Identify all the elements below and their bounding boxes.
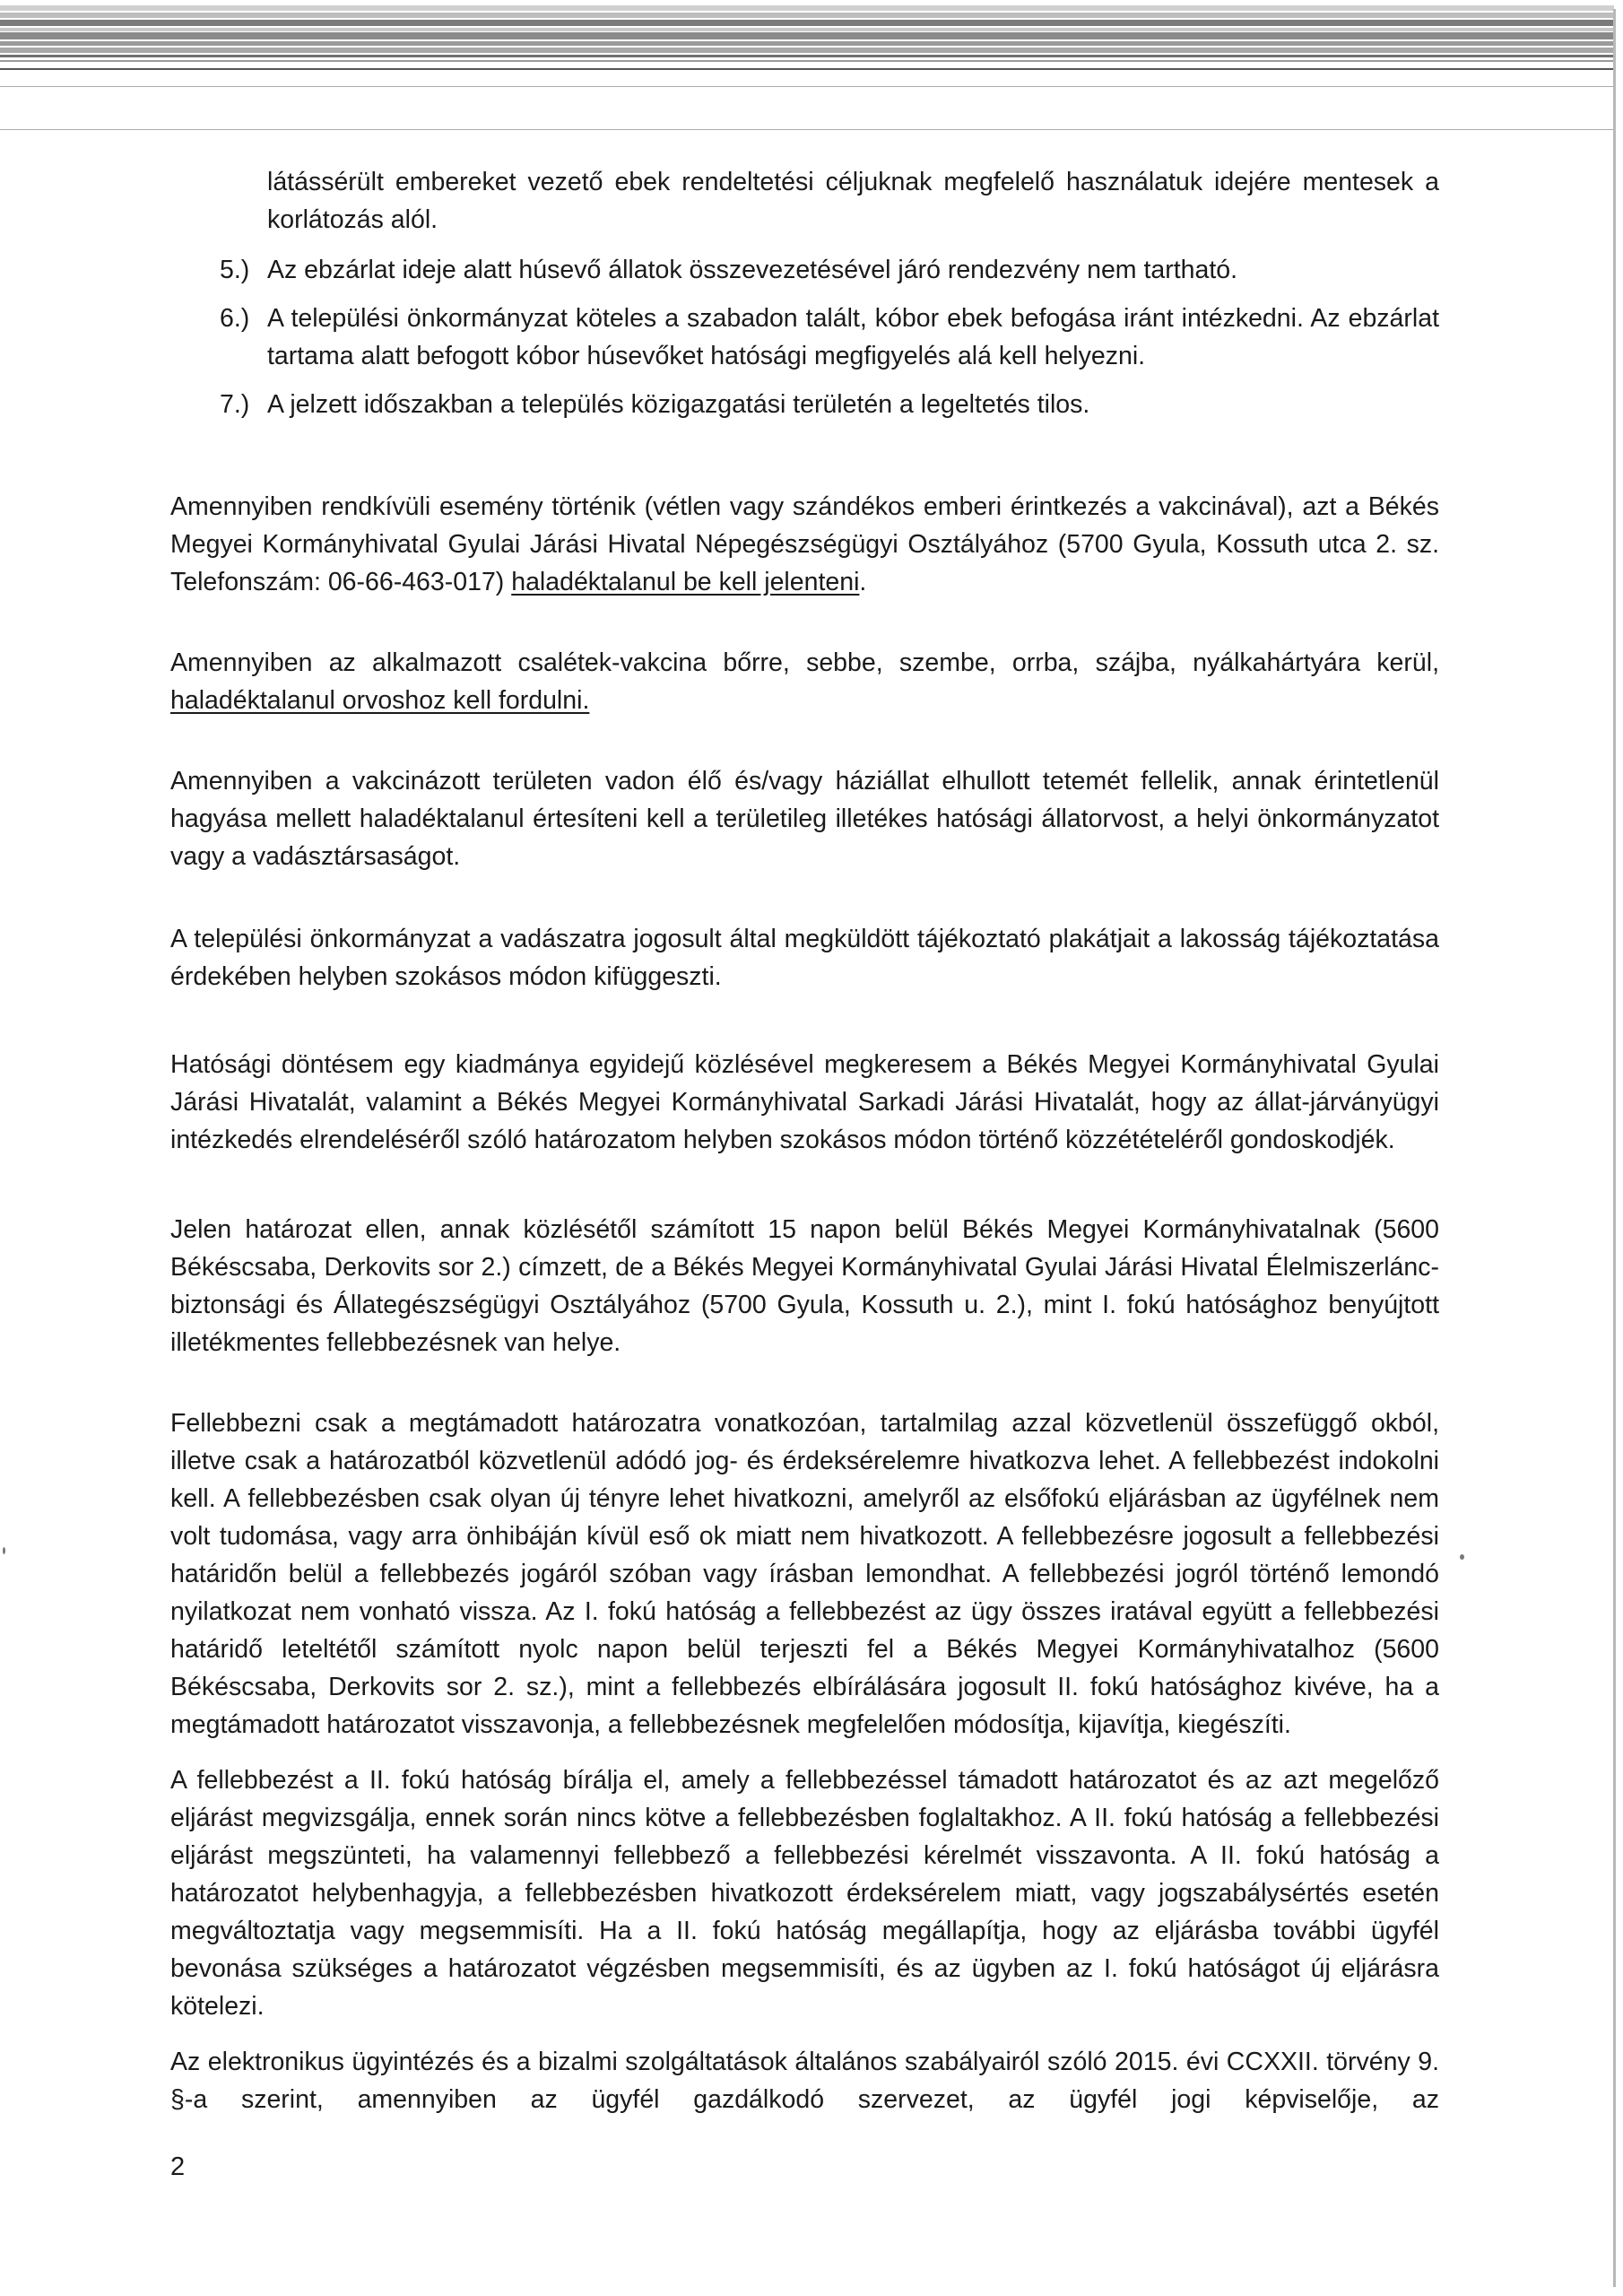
scan-speck bbox=[1460, 1554, 1464, 1560]
scan-header-noise bbox=[0, 0, 1614, 135]
paragraph-exposure bbox=[170, 644, 1439, 719]
paragraph-publication-request: Hatósági döntésem egy kiadmánya egyidejű közlésével megkeresem a Békés Megyei Kormányhivatal Gyulai Járási Hivatalát, valamint a Békés Megyei Kormányhivatal Sarkadi Járási Hivatalát, hogy az állat-járványügyi intézkedés elrendeléséről szóló határozatom helyben szokásos módon történő közzétételéről gondoskodjék. bbox=[170, 1050, 1439, 1154]
paragraph-appeal-conditions: Fellebbezni csak a megtámadott határozatra vonatkozóan, tartalmilag azzal közvetlenül összefüggő okból, illetve csak a határozatból közvetlenül adódó jog- és érdeksérelemre hivatkozva lehet. A fellebbezést indokolni kell. A fellebbezésben csak olyan új tényre lehet hivatkozni, amelyről az elsőfokú eljárásban az ügyfélnek nem volt tudomása, vagy arra önhibáján kívül eső ok miatt nem hivatkozott. A fellebbezésre jogosult a fellebbezési határidőn belül a fellebbezés jogáról szóban vagy írásban lemondhat. A fellebbezési jogról történő lemondó nyilatkozat nem vonható vissza. Az I. fokú hatóság a fellebbezést az ügy összes iratával együtt a fellebbezési határidő leteltétől számított nyolc napon belül terjeszti fel a Békés Megyei Kormányhivatalhoz (5600 Békéscsaba, Derkovits sor 2. sz.), mint a fellebbezés elbírálására jogosult II. fokú hatósághoz kivéve, ha a megtámadott határozatot visszavonja, a fellebbezésnek megfelelően módosítja, kijavítja, kiegészíti. bbox=[170, 1409, 1439, 1739]
paragraph-appeal-right: Jelen határozat ellen, annak közlésétől számított 15 napon belül Békés Megyei Kormányhivatalnak (5600 Békéscsaba, Derkovits sor 2.) címzett, de a Békés Megyei Kormányhivatal Gyulai Járási Hivatal Élelmiszerlánc-biztonsági és Állategészségügyi Osztályához (5700 Gyula, Kossuth u. 2.), mint I. fokú hatósághoz benyújtott illetékmentes fellebbezésnek van helye. bbox=[170, 1215, 1439, 1357]
document-page bbox=[170, 163, 1439, 2118]
list-item-7 bbox=[170, 386, 1439, 423]
list-item-text: látássérült embereket vezető ebek rendeltetési céljuknak megfelelő használatuk idejére mentesek a korlátozás alól. bbox=[267, 168, 1439, 234]
paragraph-carcass: Amennyiben a vakcinázott területen vadon élő és/vagy háziállat elhullott tetemét fellelik, annak érintetlenül hagyása mellett haladéktalanul értesíteni kell a területileg illetékes hatósági állatorvost, a helyi önkormányzatot vagy a vadásztársaságot. bbox=[170, 767, 1439, 871]
list-item-text: A települési önkormányzat köteles a szabadon talált, kóbor ebek befogása iránt intézkedni. Az ebzárlat tartama alatt befogott kóbor húsevőket hatósági megfigyelés alá kell helyezni. bbox=[267, 304, 1439, 370]
paragraph-posters: A települési önkormányzat a vadászatra jogosult által megküldött tájékoztató plakátjait a lakosság tájékoztatása érdekében helyben szokásos módon kifüggeszti. bbox=[170, 925, 1439, 991]
underlined-emphasis: haladéktalanul orvoshoz kell fordulni. bbox=[170, 686, 590, 715]
paragraph-electronic-admin: Az elektronikus ügyintézés és a bizalmi szolgáltatások általános szabályairól szóló 2015. évi CCXXII. törvény 9. §-a szerint, amennyiben az ügyfél gazdálkodó szervezet, az ügyfél jogi képviselője, az bbox=[170, 2048, 1439, 2114]
list-item-continuation bbox=[170, 163, 1439, 239]
paragraph-text: Amennyiben rendkívüli esemény történik (vétlen vagy szándékos emberi érintkezés a vakcinával), azt a Békés Megyei Kormányhivatal Gyulai Járási Hivatal Népegészségügyi Osztályához (5700 Gyula, Kossuth utca 2. sz. Telefonszám: 06-66-463-017) bbox=[170, 492, 1439, 596]
paragraph-appeal-review: A fellebbezést a II. fokú hatóság bírálja el, amely a fellebbezéssel támadott határozatot és az azt megelőző eljárást megvizsgálja, ennek során nincs kötve a fellebbezésben foglaltakhoz. A II. fokú hatóság a fellebbezési eljárást megszünteti, ha valamennyi fellebbező a fellebbezési kérelmét visszavonta. A II. fokú hatóság a határozatot helybenhagyja, a fellebbezésben hivatkozott érdeksérelem miatt, vagy jogszabálysértés esetén megváltoztatja vagy megsemmisíti. Ha a II. fokú hatóság megállapítja, hogy az eljárásba további ügyfél bevonása szükséges a határozatot végzésben megsemmisíti, és az ügyben az I. fokú hatóságot új eljárásra kötelezi. bbox=[170, 1766, 1439, 2021]
list-item-text: Az ebzárlat ideje alatt húsevő állatok összevezetésével járó rendezvény nem tartható. bbox=[267, 256, 1238, 284]
list-item-5 bbox=[170, 251, 1439, 289]
paragraph-text: Amennyiben az alkalmazott csalétek-vakcina bőrre, sebbe, szembe, orrba, szájba, nyálkahártyára kerül, bbox=[170, 648, 1439, 677]
underlined-emphasis: haladéktalanul be kell jelenteni bbox=[511, 568, 860, 596]
list-item-6 bbox=[170, 300, 1439, 375]
scan-page-edge bbox=[1613, 9, 1616, 2287]
list-item-text: A jelzett időszakban a település közigazgatási területén a legeltetés tilos. bbox=[267, 390, 1090, 419]
paragraph-text: . bbox=[859, 568, 867, 596]
paragraph-incident-reporting bbox=[170, 488, 1439, 601]
list-item-number: 7.) bbox=[220, 390, 250, 419]
scan-speck bbox=[3, 1547, 5, 1554]
list-item-number: 6.) bbox=[220, 304, 250, 333]
page-number: 2 bbox=[170, 2152, 186, 2181]
list-item-number: 5.) bbox=[220, 256, 250, 284]
